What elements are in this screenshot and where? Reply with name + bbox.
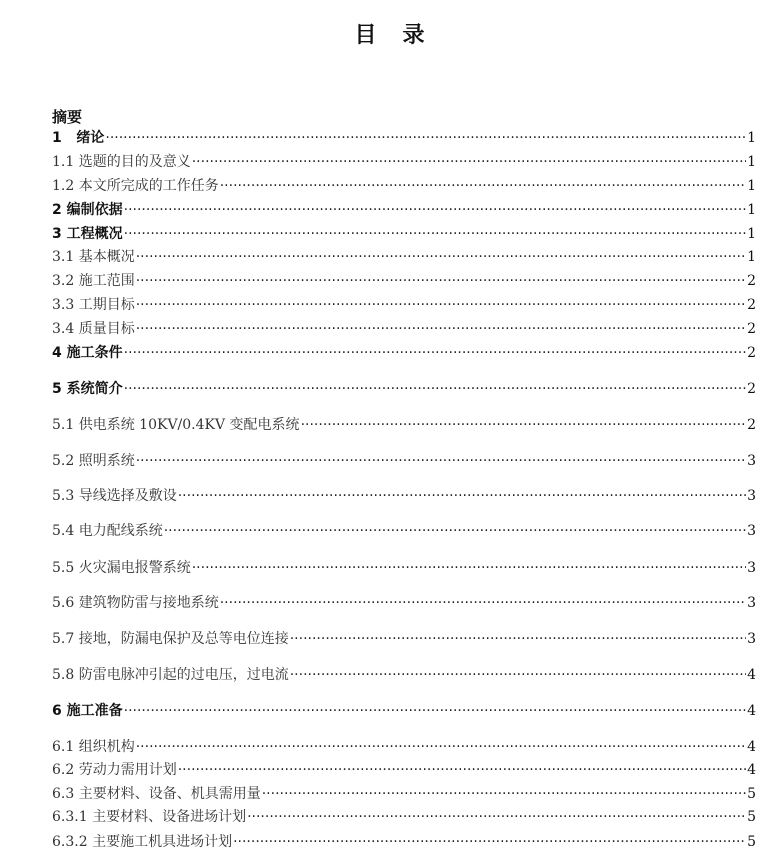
toc-leader-dots bbox=[164, 520, 746, 542]
toc-entry-number: 5.4 bbox=[52, 523, 75, 539]
toc-entry-text: 工程概况 bbox=[66, 226, 123, 242]
toc-entry-text: 基本概况 bbox=[78, 249, 135, 265]
toc-entry-number: 5.7 bbox=[52, 631, 75, 647]
toc-page-number: 5 bbox=[747, 809, 756, 825]
toc-leader-dots bbox=[124, 342, 746, 364]
toc-entry-label bbox=[52, 318, 135, 340]
toc-page-number: 3 bbox=[747, 453, 756, 469]
toc-entry-number: 5 bbox=[52, 381, 62, 397]
toc-entry-text: 接地，防漏电保护及总等电位连接 bbox=[78, 631, 289, 647]
toc-entry-number: 4 bbox=[52, 345, 62, 361]
toc-leader-dots bbox=[124, 378, 746, 400]
toc-entry-label bbox=[52, 127, 104, 149]
toc-entry[interactable] bbox=[52, 199, 756, 221]
toc-entry-number: 5.6 bbox=[52, 595, 75, 611]
toc-entry-label bbox=[52, 414, 300, 436]
toc-entry[interactable] bbox=[52, 700, 756, 722]
toc-page-number: 3 bbox=[747, 595, 756, 611]
toc-leader-dots bbox=[178, 485, 746, 507]
toc-page-number: 2 bbox=[747, 297, 756, 313]
page-title bbox=[0, 18, 781, 49]
toc-entry[interactable] bbox=[52, 127, 756, 149]
toc-entry-text: 主要材料、设备进场计划 bbox=[92, 809, 247, 825]
toc-leader-dots bbox=[192, 151, 746, 173]
toc-entry-number: 1.2 bbox=[52, 178, 75, 194]
toc-entry-text: 选题的目的及意义 bbox=[78, 154, 191, 170]
toc-entry-label bbox=[52, 700, 123, 722]
toc-entry-label bbox=[52, 151, 191, 173]
toc-entry[interactable] bbox=[52, 592, 756, 614]
toc-entry[interactable] bbox=[52, 246, 756, 268]
toc-entry[interactable] bbox=[52, 151, 756, 173]
toc-leader-dots bbox=[105, 127, 746, 149]
toc-leader-dots bbox=[136, 450, 746, 472]
toc-leader-dots bbox=[220, 175, 746, 197]
toc-entry-label bbox=[52, 664, 289, 686]
toc-leader-dots bbox=[220, 592, 746, 614]
toc-page-number: 4 bbox=[747, 739, 756, 755]
toc-entry-number: 6 bbox=[52, 703, 62, 719]
toc-page-number: 2 bbox=[747, 417, 756, 433]
toc-leader-dots bbox=[136, 294, 746, 316]
toc-leader-dots bbox=[136, 736, 746, 758]
toc-entry-text: 施工范围 bbox=[78, 273, 135, 289]
toc-entry-label bbox=[52, 736, 135, 758]
toc-entry[interactable] bbox=[52, 175, 756, 197]
toc-leader-dots bbox=[290, 664, 746, 686]
toc-entry[interactable] bbox=[52, 294, 756, 316]
toc-page-number: 2 bbox=[747, 345, 756, 361]
toc-entry[interactable] bbox=[52, 783, 756, 805]
toc-page-number: 1 bbox=[747, 178, 756, 194]
toc-entry-number: 5.1 bbox=[52, 417, 75, 433]
toc-page-number: 1 bbox=[747, 249, 756, 265]
toc-entry-number: 5.3 bbox=[52, 488, 75, 504]
toc-entry-text: 火灾漏电报警系统 bbox=[78, 560, 191, 576]
title-char-2: 录 bbox=[402, 23, 427, 48]
toc-entry-label bbox=[52, 342, 123, 364]
toc-page-number: 3 bbox=[747, 523, 756, 539]
toc-entry-text: 防雷电脉冲引起的过电压，过电流 bbox=[78, 667, 289, 683]
toc-entry[interactable] bbox=[52, 557, 756, 579]
toc-leader-dots bbox=[247, 806, 746, 828]
toc-entry[interactable] bbox=[52, 831, 756, 853]
toc-page-number: 1 bbox=[747, 226, 756, 242]
toc-entry-number: 5.8 bbox=[52, 667, 75, 683]
toc-entry-label bbox=[52, 628, 289, 650]
toc-entry-label bbox=[52, 759, 177, 781]
toc-entry-number: 6.2 bbox=[52, 762, 75, 778]
toc-page-number: 2 bbox=[747, 273, 756, 289]
toc-entry-number: 6.1 bbox=[52, 739, 75, 755]
toc-entry[interactable] bbox=[52, 628, 756, 650]
toc-entry-text: 组织机构 bbox=[78, 739, 135, 755]
toc-entry[interactable] bbox=[52, 223, 756, 245]
toc-page-number: 1 bbox=[747, 130, 756, 146]
toc-entry-text: 导线选择及敷设 bbox=[78, 488, 177, 504]
toc-entry[interactable] bbox=[52, 378, 756, 400]
toc-entry-label bbox=[52, 831, 232, 853]
toc-entry-number: 1 bbox=[52, 130, 62, 146]
toc-entry-text: 编制依据 bbox=[66, 202, 123, 218]
toc-entry[interactable] bbox=[52, 759, 756, 781]
toc-leader-dots bbox=[262, 783, 746, 805]
toc-entry[interactable] bbox=[52, 520, 756, 542]
toc-entry-number: 3.2 bbox=[52, 273, 75, 289]
toc-entry-number: 3.1 bbox=[52, 249, 75, 265]
toc-leader-dots bbox=[136, 318, 746, 340]
toc-page-number: 3 bbox=[747, 488, 756, 504]
toc-page-number: 3 bbox=[747, 631, 756, 647]
toc-entry[interactable] bbox=[52, 664, 756, 686]
toc-entry-text: 劳动力需用计划 bbox=[78, 762, 177, 778]
toc-entry-label bbox=[52, 557, 191, 579]
toc-entry-text: 绪论 bbox=[76, 130, 105, 146]
toc-page-number: 2 bbox=[747, 321, 756, 337]
toc-entry-text: 电力配线系统 bbox=[78, 523, 163, 539]
toc-entry-label bbox=[52, 223, 123, 245]
toc-leader-dots bbox=[124, 700, 746, 722]
toc-entry-label bbox=[52, 806, 246, 828]
toc-entry-text: 质量目标 bbox=[78, 321, 135, 337]
toc-entry-label bbox=[52, 378, 123, 400]
toc-entry[interactable] bbox=[52, 450, 756, 472]
toc-entry-number: 3 bbox=[52, 226, 62, 242]
toc-page-number: 4 bbox=[747, 703, 756, 719]
toc-entry-number: 5.2 bbox=[52, 453, 75, 469]
toc-entry[interactable] bbox=[52, 270, 756, 292]
toc-entry-label bbox=[52, 270, 135, 292]
toc-entry-number: 5.5 bbox=[52, 560, 75, 576]
toc-leader-dots bbox=[290, 628, 746, 650]
toc-page-number: 1 bbox=[747, 154, 756, 170]
toc-page-number: 5 bbox=[747, 786, 756, 802]
toc-page-number: 5 bbox=[747, 834, 756, 850]
toc-abstract[interactable]: 摘要 bbox=[52, 108, 83, 126]
toc-entry-text: 本文所完成的工作任务 bbox=[78, 178, 219, 194]
toc-entry-text: 主要施工机具进场计划 bbox=[92, 834, 233, 850]
toc-entry-number: 6.3.1 bbox=[52, 809, 88, 825]
toc-entry-label bbox=[52, 294, 135, 316]
toc-entry[interactable] bbox=[52, 414, 756, 436]
toc-entry[interactable] bbox=[52, 318, 756, 340]
toc-entry-label bbox=[52, 592, 219, 614]
toc-leader-dots bbox=[301, 414, 747, 436]
toc-entry-text: 系统简介 bbox=[66, 381, 123, 397]
toc-leader-dots bbox=[178, 759, 746, 781]
toc-entry-number: 6.3 bbox=[52, 786, 75, 802]
toc-leader-dots bbox=[233, 831, 746, 853]
toc-entry-text: 工期目标 bbox=[78, 297, 135, 313]
toc-page-number: 4 bbox=[747, 667, 756, 683]
toc-entry-text: 施工准备 bbox=[66, 703, 123, 719]
toc-entry-label bbox=[52, 485, 177, 507]
toc-leader-dots bbox=[136, 246, 746, 268]
toc-leader-dots bbox=[124, 223, 746, 245]
toc-entry-text: 主要材料、设备、机具需用量 bbox=[78, 786, 261, 802]
toc-entry-number: 3.4 bbox=[52, 321, 75, 337]
toc-entry-label bbox=[52, 175, 219, 197]
toc-entry-text: 施工条件 bbox=[66, 345, 123, 361]
title-char-1: 目 bbox=[354, 23, 379, 48]
toc-entry-label bbox=[52, 450, 135, 472]
toc-entry-label bbox=[52, 199, 123, 221]
toc-entry[interactable] bbox=[52, 736, 756, 758]
toc-entry-number: 2 bbox=[52, 202, 62, 218]
toc-entry-text: 供电系统 10KV/0.4KV 变配电系统 bbox=[78, 417, 300, 433]
toc-page-number: 3 bbox=[747, 560, 756, 576]
toc-entry[interactable] bbox=[52, 485, 756, 507]
toc-entry-label bbox=[52, 783, 261, 805]
toc-page-number: 2 bbox=[747, 381, 756, 397]
toc-leader-dots bbox=[136, 270, 746, 292]
toc-page-number: 4 bbox=[747, 762, 756, 778]
toc-entry-text: 照明系统 bbox=[78, 453, 135, 469]
toc-entry-label bbox=[52, 246, 135, 268]
toc-entry-number: 3.3 bbox=[52, 297, 75, 313]
toc-page-number: 1 bbox=[747, 202, 756, 218]
toc-entry-number: 1.1 bbox=[52, 154, 75, 170]
toc-entry-text: 建筑物防雷与接地系统 bbox=[78, 595, 219, 611]
toc-leader-dots bbox=[192, 557, 746, 579]
toc-entry[interactable] bbox=[52, 806, 756, 828]
toc-entry-number: 6.3.2 bbox=[52, 834, 88, 850]
toc-entry-label bbox=[52, 520, 163, 542]
toc-entry[interactable] bbox=[52, 342, 756, 364]
toc-leader-dots bbox=[124, 199, 746, 221]
